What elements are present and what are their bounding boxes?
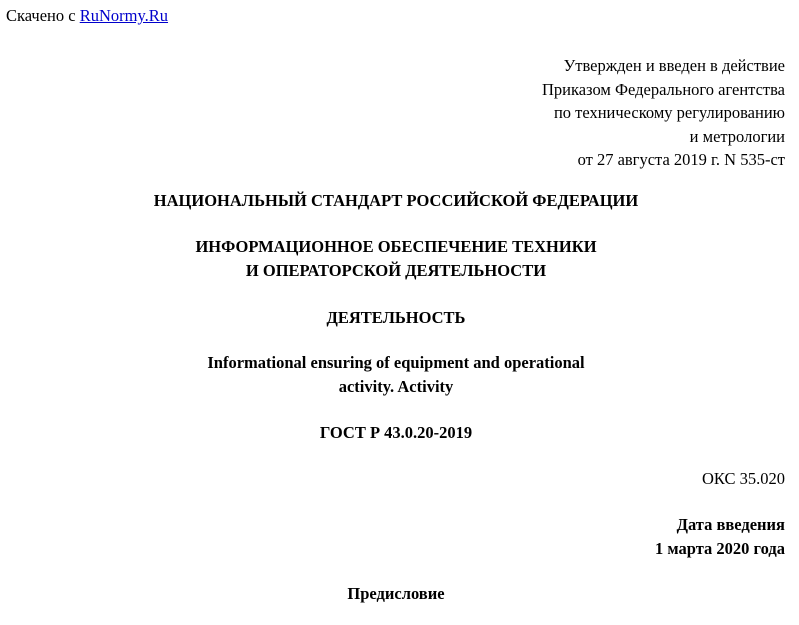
preface-heading: Предисловие [347, 584, 445, 603]
activity-title: ДЕЯТЕЛЬНОСТЬ [326, 308, 466, 327]
english-title-line2: activity. Activity [338, 376, 454, 396]
oks-code: ОКС 35.020 [701, 469, 785, 488]
source-link[interactable]: RuNormy.Ru [79, 6, 169, 25]
effective-date-label: Дата введения [676, 515, 785, 534]
standard-title: НАЦИОНАЛЬНЫЙ СТАНДАРТ РОССИЙСКОЙ ФЕДЕРАЦИИ [153, 191, 639, 210]
approval-line: и метрологии [689, 126, 785, 146]
source-prefix: Скачено с [6, 6, 80, 25]
effective-date-block [655, 513, 785, 560]
english-title [0, 351, 792, 398]
approval-line: Приказом Федерального агентства [541, 79, 785, 99]
subject-title-line1: ИНФОРМАЦИОННОЕ ОБЕСПЕЧЕНИЕ ТЕХНИКИ [195, 237, 597, 256]
source-line [6, 6, 168, 26]
approval-line: Утвержден и введен в действие [563, 56, 785, 75]
approval-line: по техническому регулированию [553, 103, 785, 122]
approval-block [542, 54, 785, 172]
approval-line: от 27 августа 2019 г. N 535-ст [577, 150, 785, 169]
subject-title [0, 235, 792, 282]
subject-title-line2: И ОПЕРАТОРСКОЙ ДЕЯТЕЛЬНОСТИ [245, 260, 547, 280]
english-title-line1: Informational ensuring of equipment and operational [207, 353, 585, 372]
effective-date-value: 1 марта 2020 года [655, 538, 785, 558]
gost-number: ГОСТ Р 43.0.20-2019 [319, 423, 473, 442]
